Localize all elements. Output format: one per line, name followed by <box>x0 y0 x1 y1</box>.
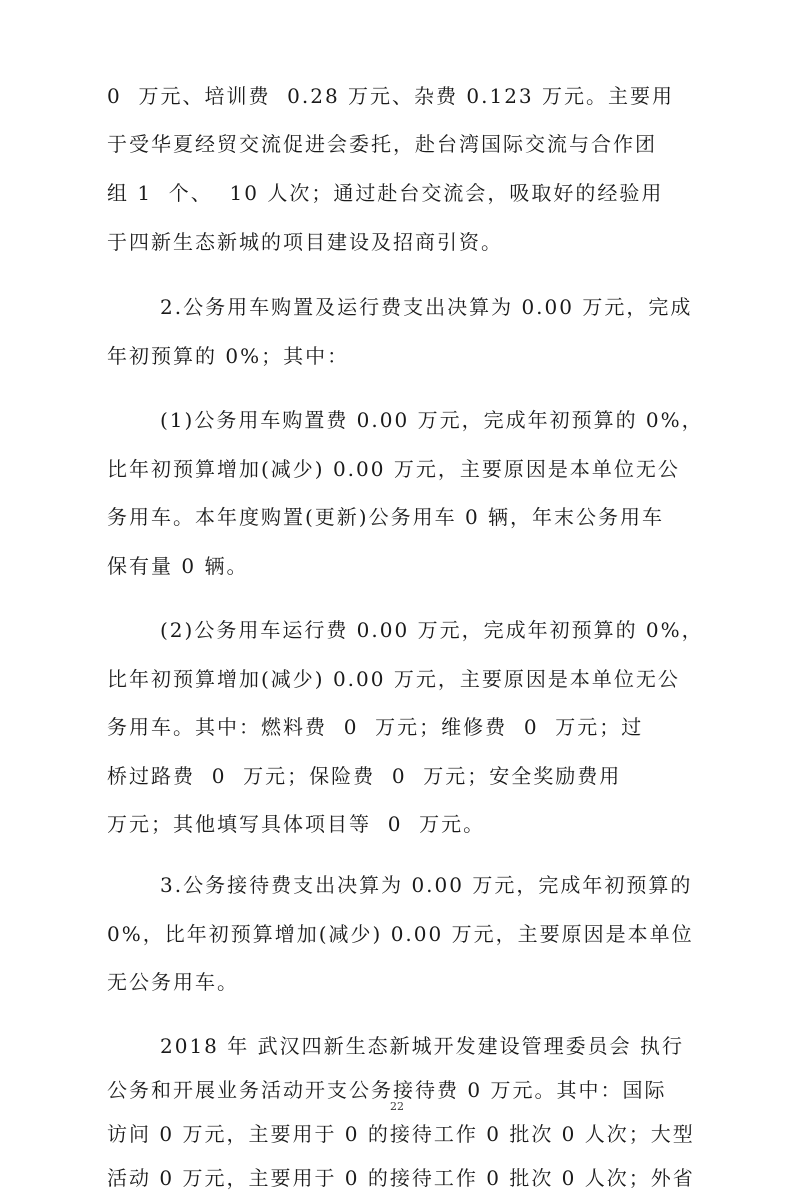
text-line: 2018 年 武汉四新生态新城开发建设管理委员会 执行 <box>160 1034 684 1058</box>
text-line: 保有量 0 辆。 <box>107 554 249 578</box>
text-line: 0%，比年初预算增加(减少) 0.00 万元，主要原因是本单位 <box>107 922 694 946</box>
page-number: 22 <box>390 1100 404 1113</box>
text-line: 万元；其他填写具体项目等 0 万元。 <box>107 812 486 836</box>
text-line: (2)公务用车运行费 0.00 万元，完成年初预算的 0%， <box>160 618 704 642</box>
text-line: (1)公务用车购置费 0.00 万元，完成年初预算的 0%， <box>160 408 704 432</box>
text-line: 年初预算的 0%；其中： <box>107 344 350 368</box>
text-line: 桥过路费 0 万元；保险费 0 万元；安全奖励费用 <box>107 764 622 788</box>
text-line: 无公务用车。 <box>107 970 239 994</box>
text-line: 活动 0 万元，主要用于 0 的接待工作 0 批次 0 人次；外省 <box>107 1166 695 1190</box>
text-line: 3.公务接待费支出决算为 0.00 万元，完成年初预算的 <box>160 873 693 897</box>
text-line: 2.公务用车购置及运行费支出决算为 0.00 万元，完成 <box>160 295 693 319</box>
text-line: 于受华夏经贸交流促进会委托，赴台湾国际交流与合作团 <box>107 132 657 156</box>
text-line: 0 万元、培训费 0.28 万元、杂费 0.123 万元。主要用 <box>107 84 675 108</box>
text-line: 访问 0 万元，主要用于 0 的接待工作 0 批次 0 人次；大型 <box>107 1122 695 1146</box>
text-line: 比年初预算增加(减少) 0.00 万元，主要原因是本单位无公 <box>107 667 680 691</box>
text-line: 务用车。其中：燃料费 0 万元；维修费 0 万元；过 <box>107 715 644 739</box>
text-line: 组 1 个、 10 人次；通过赴台交流会，吸取好的经验用 <box>107 181 664 205</box>
text-line: 务用车。本年度购置(更新)公务用车 0 辆，年末公务用车 <box>107 505 665 529</box>
text-line: 公务和开展业务活动开支公务接待费 0 万元。其中：国际 <box>107 1078 667 1102</box>
text-line: 比年初预算增加(减少) 0.00 万元，主要原因是本单位无公 <box>107 457 680 481</box>
text-line: 于四新生态新城的项目建设及招商引资。 <box>107 230 503 254</box>
